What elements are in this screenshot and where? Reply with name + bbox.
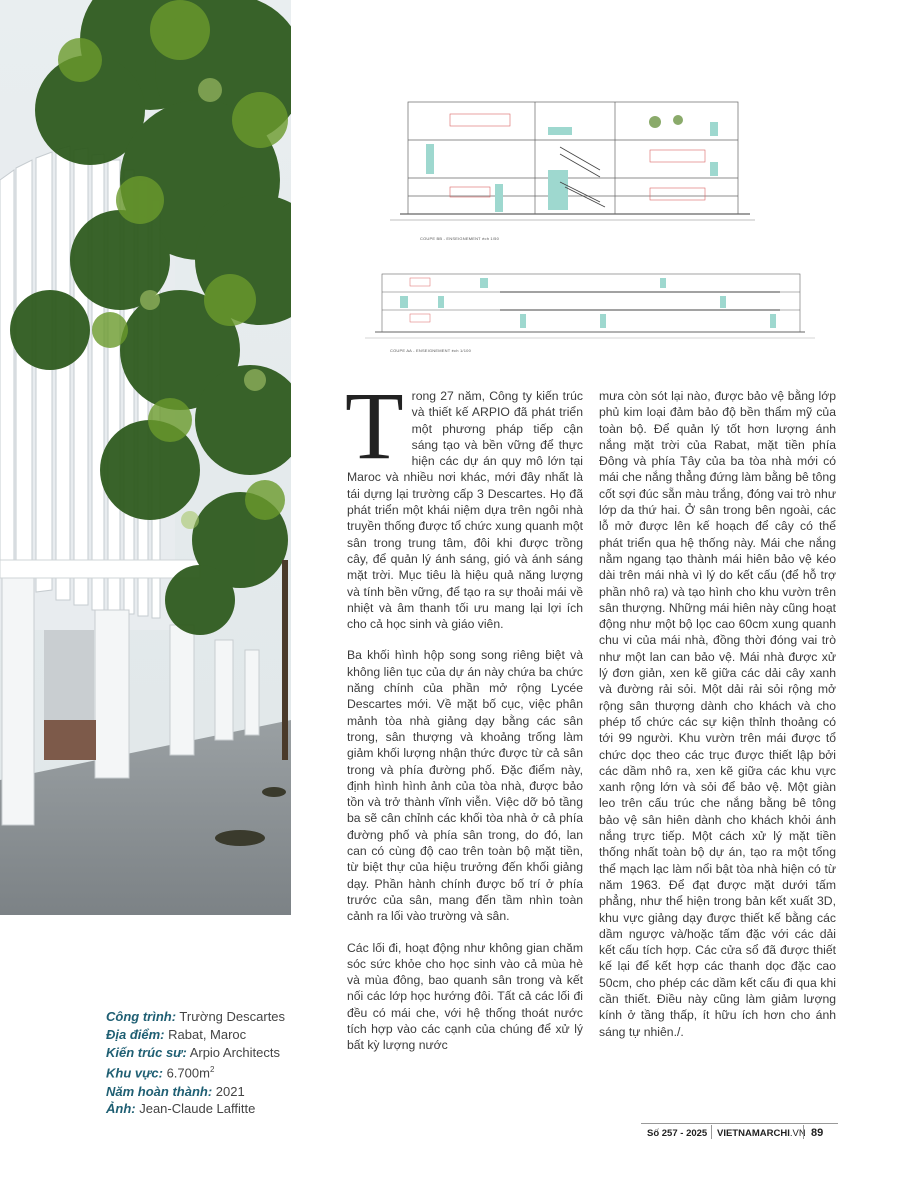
architectural-sections [360,92,820,362]
article-column-2 [599,388,836,1055]
credit-photo: Ảnh: Jean-Claude Laffitte [106,1101,256,1117]
footer-rule [641,1123,838,1124]
page-footer [641,1127,841,1143]
section-aa-caption: COUPE AA - ENSEIGNEMENT éch 1/100 [390,348,471,353]
article-paragraph-4: mưa còn sót lại nào, được bảo vệ bằng lớp phủ kim loại đảm bảo độ bền thẩm mỹ của toàn bộ. Để quản lý tốt hơn lượng ánh nắng mặt trời của Rabat, mặt tiền phía Đông và phía Tây của ba tòa nhà mới có mái che nắng thẳng đứng làm bằng bê tông cốt sợi đúc sẵn màu trắng, đóng vai trò như lớp da thứ hai. Ở sân trong bên ngoài, các lỗ mở được lên kế hoạch để cây có thể phát triển qua hệ thống này. Mái che nắng nằm ngang tạo thành mái hiên bảo vệ kéo dài trên mái nhà vì lý do kết cấu (để hỗ trợ phần nhô ra) và tạo hình cho khu vườn trên sân thượng. Những mái hiên này cũng hoạt động như một bộ lọc cao 60cm xung quanh chu vi của mái nhà, đồng thời đóng vai trò như một lan can bảo vệ. Mái nhà được xử lý đơn giản, xen kẽ giữa các dải cây xanh và đường rải sỏi. Một dải rải sỏi rộng mở rộng sân thượng dành cho khách và cho phép tổ chức các sự kiện thỉnh thoảng có tới 99 người. Khu vườn trên mái được tổ chức dọc theo các trục được thiết lập bởi các dầm nhô ra, xen kẽ giữa các khu vực xanh rộng lớn và sỏi để bảo vệ. Một giàn leo trên cấu trúc che nắng bằng bê tông bảo vệ sân hiên dành cho khách khỏi ánh nắng trực tiếp. Một cách xử lý mặt tiền thống nhất toàn bộ dự án, tạo ra một tổng thể mạch lạc làm nổi bật tòa nhà hiện có từ năm 1963. Để đạt được mặt dưới tấm phẳng, như thể hiện trong bản kết xuất 3D, khu vực giảng dạy được thiết kế bằng các dầm ngược và/hoặc tấm đặc với các dải kết cấu tích hợp. Các cửa sổ đã được thiết kế lại để kết hợp các thanh dọc đặc cao 50cm, cho phép các dầm kết cấu đi qua khi cần thiết. Điều này cũng làm giảm lượng kính ở tầng thấp, ít hữu ích hơn cho ánh sáng tự nhiên./. [599,389,836,1039]
project-credits [106,1008,285,1118]
footer-divider [803,1125,804,1139]
credit-architect: Kiến trúc sư: Arpio Architects [106,1044,281,1060]
footer-divider [711,1125,712,1139]
credit-area: Khu vực: $6.700m^2$ [106,1065,215,1081]
section-aa-drawing [365,274,815,338]
credit-location: Địa điểm: Rabat, Maroc [106,1026,247,1042]
credit-project: Công trình: Trường Descartes [106,1009,286,1024]
building-photo [0,0,291,1000]
credit-year: Năm hoàn thành: 2021 [106,1083,245,1099]
article-paragraph-3: Các lối đi, hoạt động như không gian chăm sóc sức khỏe cho học sinh vào cả mùa hè và mùa đông, bao quanh sân trong và kết nối các lớp học hướng đôi. Tất cả các lối đi đều có mái che, với hệ thống thoát nước tích hợp vào các cạnh của chúng để xử lý bất kỳ lượng nước [347,940,583,1053]
page-number: 89 [811,1127,824,1139]
article-column-1 [345,372,583,1069]
article-paragraph-1: Trong 27 năm, Công ty kiến trúc và thiết kế ARPIO đã phát triển một phương pháp tiếp cận sáng tạo và bền vững để thực hiện các dự án quy mô lớn tại Maroc và nhiều nơi khác, mới đây nhất là tái dựng lại trường cấp 3 Descartes. Họ đã phát triển một khái niệm dựa trên ngôi nhà truyền thống được tổ chức xung quanh một sân trong trung tâm, đôi khi được trồng cây, để quản lý ánh sáng, gió và ánh sáng mặt trời. Mục tiêu là hiệu quả năng lượng và tính bền vững, để tạo ra sự thoải mái về nhiệt và âm thanh tối ưu mang lại lợi ích cho cả học sinh và giáo viên. [345,372,583,632]
site-name: VIETNAMARCHI.VN [717,1128,806,1139]
section-bb-caption: COUPE BB - ENSEIGNEMENT éch 1/50 [420,236,500,241]
drop-cap: T [345,372,404,479]
article-paragraph-2: Ba khối hình hộp song song riêng biệt và không liên tục của dự án này chứa ba chức năng chính của phần mở rộng Lycée Descartes mới. Về mặt bố cục, việc phân mảnh tòa nhà giảng dạy bằng các sân trong, sân thượng và khoảng trống làm giảm khối lượng nhận thức được từ cả sân trong và phía đường phố. Đặc điểm này, định hình hình ảnh của tòa nhà, được bảo tồn và trở thành vĩnh viễn. Việc dỡ bỏ tầng ba sẽ cân chỉnh các khối tòa nhà ở cả phía đường phố và phía sân trong, do đó, lan can có cùng độ cao trên toàn bộ mặt tiền, từ biệt thự của hiệu trưởng đến khối giảng dạy. Phần hành chính được bố trí ở phía trước của sân, mang đến tầm nhìn toàn cảnh ra lối vào trường và sân. [347,648,583,924]
issue-number: Số 257 - 2025 [647,1128,708,1139]
